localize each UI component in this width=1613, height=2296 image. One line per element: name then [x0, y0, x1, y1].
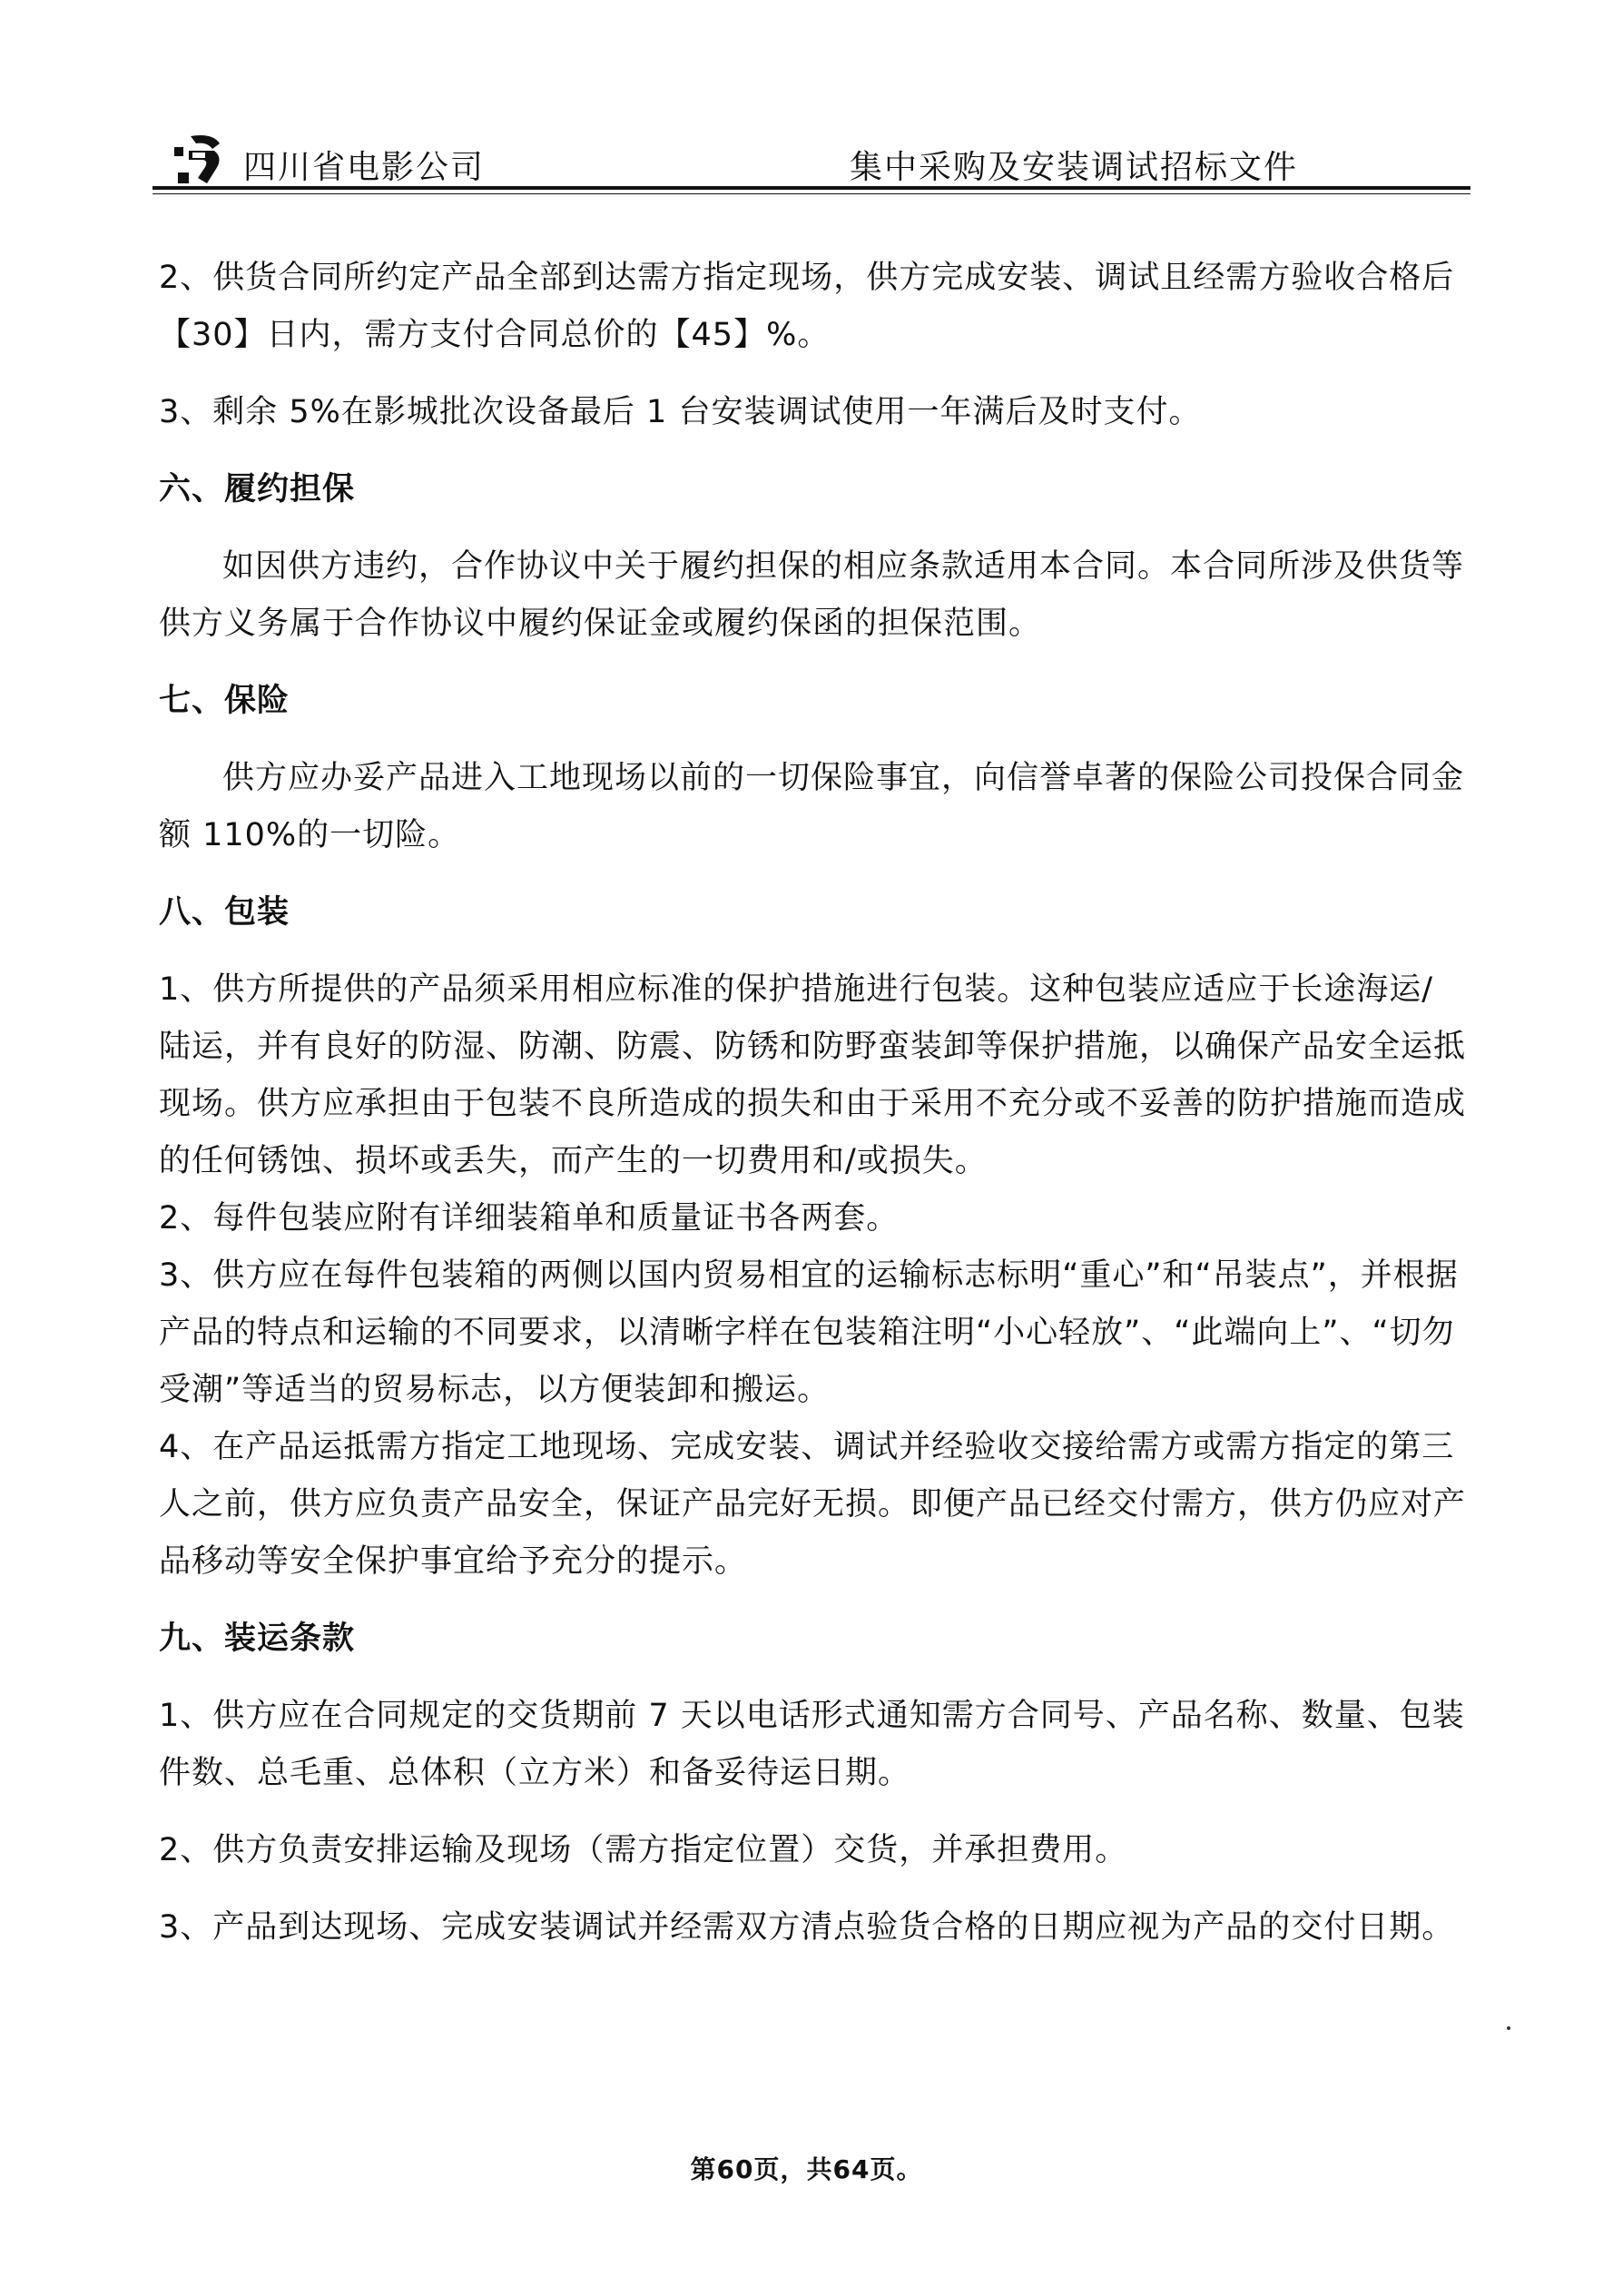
header-rule-thick [152, 186, 1470, 190]
paragraph-shipping-3: 3、产品到达现场、完成安装调试并经需双方清点验货合格的日期应视为产品的交付日期。 [159, 1909, 1455, 1946]
company-name: 四川省电影公司 [243, 149, 486, 186]
paragraph-shipping-1: 1、供方应在合同规定的交货期前 7 天以电话形式通知需方合同号、产品名称、数量、包装件数、总毛重、总体积（立方米）和备妥待运日期。 [159, 1698, 1465, 1791]
section-heading-shipping: 九、装运条款 [159, 1621, 356, 1657]
header-rule-thin [152, 193, 1470, 194]
paragraph-packaging-4: 4、在产品运抵需方指定工地现场、完成安装、调试并经验收交接给需方或需方指定的第三人之前，供方应负责产品安全，保证产品完好无损。即便产品已经交付需方，供方仍应对产品移动等安全保护事宜给予充分的提示。 [159, 1429, 1467, 1580]
paragraph-insurance: 供方应办妥产品进入工地现场以前的一切保险事宜，向信誉卓著的保险公司投保合同金额 110%的一切险。 [159, 760, 1465, 853]
paragraph-packaging-2: 2、每件包装应附有详细装箱单和质量证书各两套。 [159, 1200, 900, 1237]
paragraph-shipping-2: 2、供方负责安排运输及现场（需方指定位置）交货，并承担费用。 [159, 1832, 1128, 1868]
paragraph-payment-2: 2、供货合同所约定产品全部到达需方指定现场，供方完成安装、调试且经需方验收合格后【30】日内，需方支付合同总价的【45】%。 [159, 260, 1455, 353]
page-number: 第60页，共64页。 [690, 2154, 923, 2184]
paragraph-guarantee: 如因供方违约，合作协议中关于履约担保的相应条款适用本合同。本合同所涉及供货等供方义务属于合作协议中履约保证金或履约保函的担保范围。 [159, 548, 1465, 642]
section-heading-packaging: 八、包装 [159, 894, 290, 931]
section-heading-guarantee: 六、履约担保 [159, 471, 356, 507]
company-logo-icon [172, 131, 229, 187]
paragraph-payment-3: 3、剩余 5%在影城批次设备最后 1 台安装调试使用一年满后及时支付。 [159, 394, 1202, 430]
document-body [159, 250, 1466, 1956]
paragraph-packaging-1: 1、供方所提供的产品须采用相应标准的保护措施进行包装。这种包装应适应于长途海运/陆运，并有良好的防湿、防潮、防震、防锈和防野蛮装卸等保护措施，以确保产品安全运抵现场。供方应承担由于包装不良所造成的损失和由于采用不充分或不妥善的防护措施而造成的任何锈蚀、损坏或丢失，而产生的一切费用和/或损失。 [159, 971, 1467, 1179]
paragraph-packaging-3: 3、供方应在每件包装箱的两侧以国内贸易相宜的运输标志标明“重心”和“吊装点”，并根据产品的特点和运输的不同要求，以清晰字样在包装箱注明“小心轻放”、“此端向上”、“切勿受潮”等适当的贸易标志，以方便装卸和搬运。 [159, 1257, 1459, 1408]
scan-speck [1507, 2026, 1510, 2030]
document-title: 集中采购及安装调试招标文件 [849, 149, 1298, 186]
section-heading-insurance: 七、保险 [159, 683, 290, 719]
page-header [152, 125, 1470, 189]
